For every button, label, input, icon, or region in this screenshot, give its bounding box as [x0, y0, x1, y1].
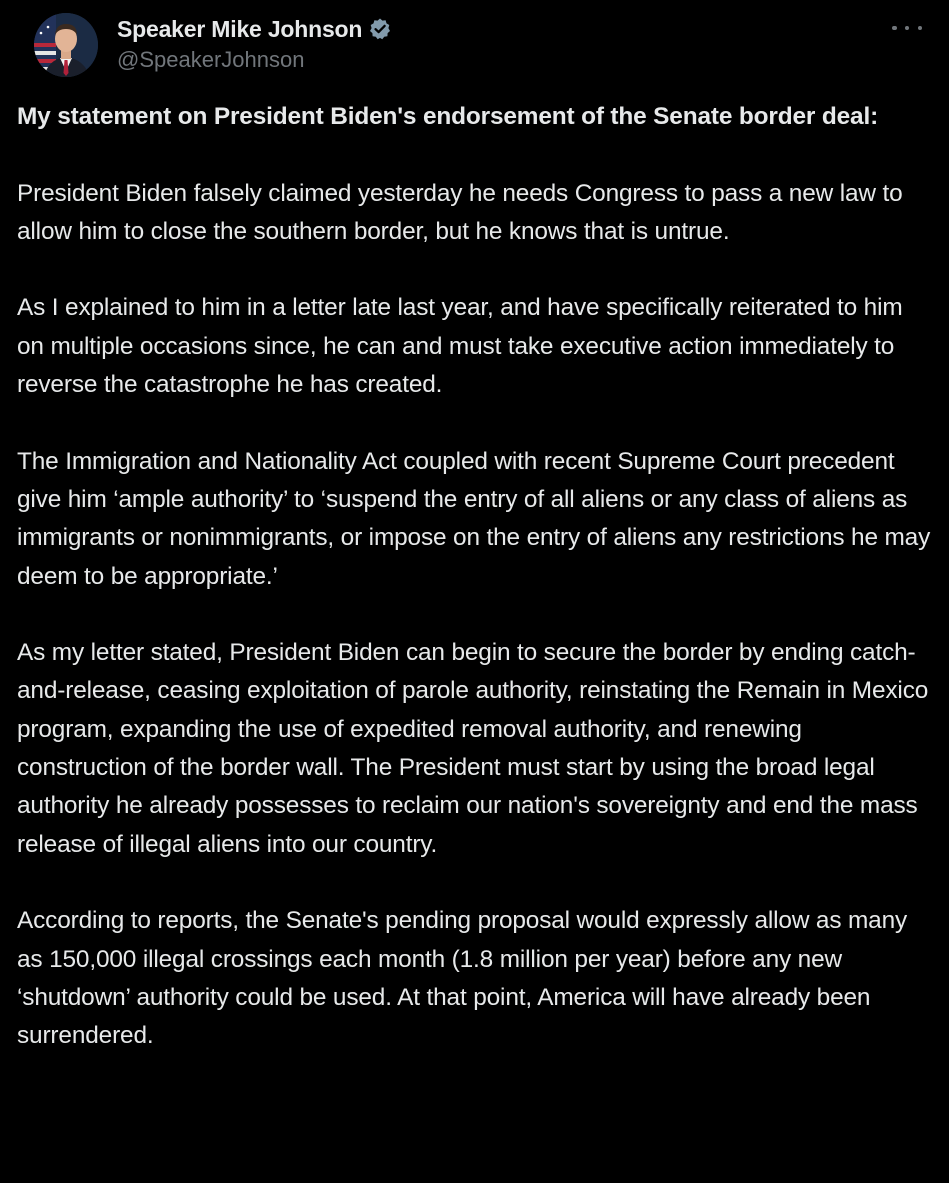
avatar-portrait-icon — [34, 13, 98, 77]
tweet-paragraph: The Immigration and Nationality Act coupled with recent Supreme Court precedent give him ‘ample authority’ to ‘suspend the entry of all aliens or any class of aliens as immigrants or nonimmigrants, or impose on the entry of aliens any restrictions he may deem to be appropriate.’ — [17, 447, 931, 590]
tweet-paragraph: President Biden falsely claimed yesterday he needs Congress to pass a new law to allow him to close the southern border, but he knows that is untrue. — [17, 179, 903, 245]
tweet-text — [17, 98, 932, 1094]
display-name-row — [117, 14, 392, 44]
more-options-icon[interactable] — [892, 16, 922, 40]
tweet-paragraph: According to reports, the Senate's pending proposal would expressly allow as many as 150,000 illegal crossings each month (1.8 million per year) before any new ‘shutdown’ authority could be used. At that point, America will have already been surrendered. — [17, 907, 908, 1050]
author-display-name[interactable]: Speaker Mike Johnson — [117, 15, 363, 42]
avatar[interactable] — [34, 13, 98, 77]
tweet-paragraph: As I explained to him in a letter late last year, and have specifically reiterated to him on multiple occasions since, he can and must take executive action immediately to reverse the catastrophe he has created. — [17, 294, 903, 399]
author-handle[interactable]: @SpeakerJohnson — [117, 47, 305, 72]
verified-badge-icon[interactable] — [368, 17, 392, 41]
tweet-paragraph: My statement on President Biden's endorsement of the Senate border deal: — [17, 103, 879, 130]
tweet-paragraph: As my letter stated, President Biden can begin to secure the border by ending catch-and-release, ceasing exploitation of parole authority, reinstating the Remain in Mexico program, expanding the use of expedited removal authority, and renewing construction of the border wall. The President must start by using the broad legal authority he already possesses to reclaim our nation's sovereignty and end the mass release of illegal aliens into our country. — [17, 639, 929, 858]
author-names — [117, 14, 392, 73]
tweet-header — [17, 0, 932, 96]
